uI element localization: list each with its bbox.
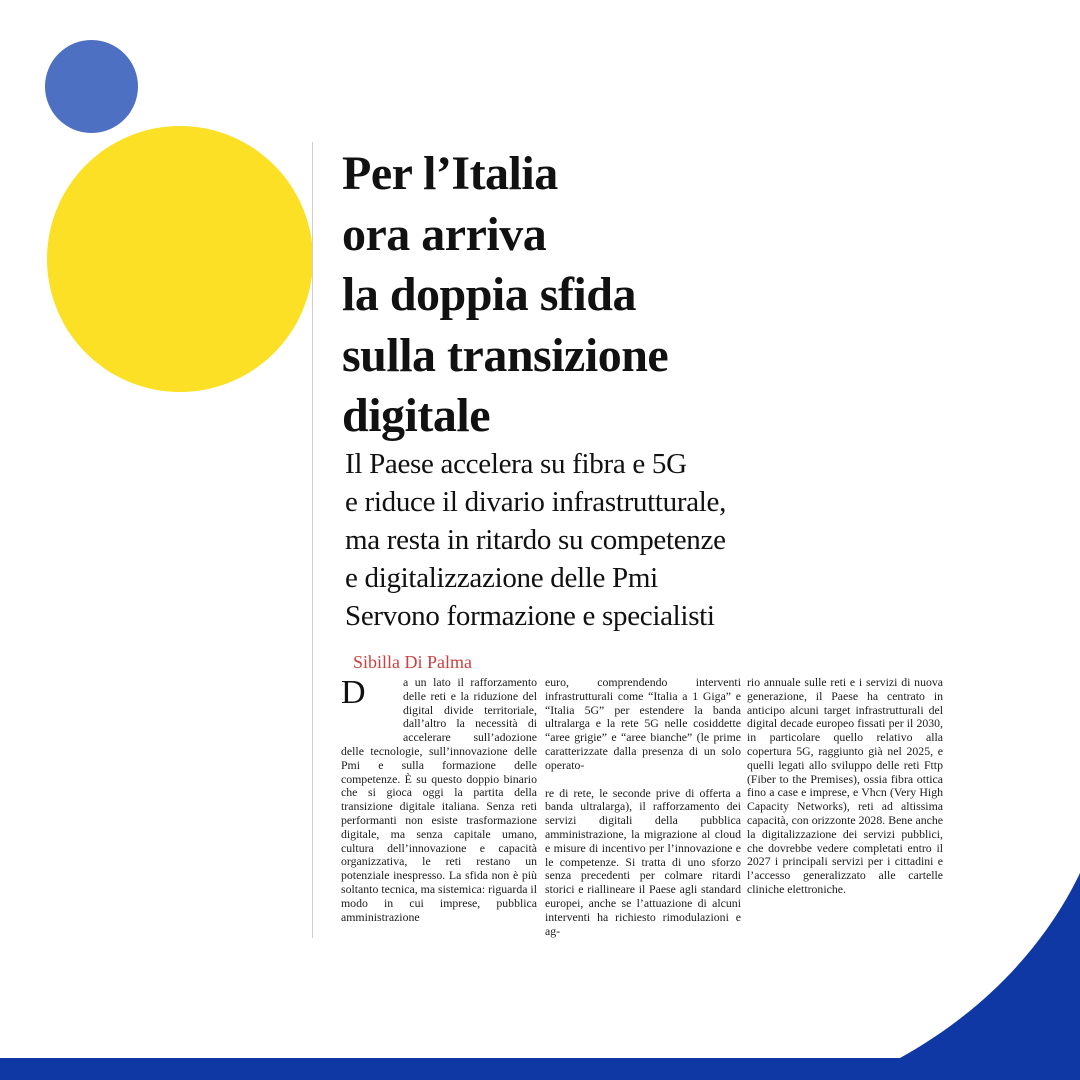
headline-line: sulla transizione — [342, 328, 669, 382]
headline-line: digitale — [342, 389, 490, 442]
subhead-line: e riduce il divario infrastrutturale, — [345, 486, 727, 518]
article-subhead — [345, 445, 726, 635]
subhead-line: Servono formazione e specialisti — [345, 600, 715, 632]
subhead-line: e digitalizzazione delle Pmi — [345, 562, 658, 594]
article-column-1 — [341, 676, 537, 924]
author-byline: Sibilla Di Palma — [353, 652, 472, 672]
column-text: a un lato il rafforzamento delle reti e la riduzione del digital divide territoriale, dall’altro la necessità di accelerare sull’adozione delle tecnologie, sull’innovazione delle Pmi e sulla formazione delle competenze. È su questo doppio binario che si gioca oggi la partita della transizione digitale italiana. Senza reti performanti non esiste trasformazione digitale, ma senza capitale umano, cultura dell’innovazione e capacità organizzativa, le reti restano un potenziale inespresso. La sfida non è più soltanto tecnica, ma sistemica: riguarda il modo in cui imprese, pubblica amministrazione — [341, 675, 537, 924]
article-headline — [342, 144, 668, 447]
column-text: euro, comprendendo interventi infrastrutturali come “Italia a 1 Giga” e “Italia 5G” per estendere la banda ultralarga e la rete 5G nelle cosiddette “aree grigie” e “aree bianche” (le prime caratterizzate dalla presenza di un solo operato- — [545, 675, 741, 772]
headline-line: la doppia sfida — [342, 268, 636, 321]
article-column-2 — [545, 676, 741, 938]
decorative-blue-band — [0, 1058, 1080, 1080]
drop-cap: D — [341, 674, 366, 711]
headline-line: Per l’Italia — [342, 147, 558, 200]
subhead-line: Il Paese accelera su fibra e 5G — [345, 448, 687, 480]
newspaper-clipping — [312, 142, 947, 938]
headline-line: ora arriva — [342, 207, 547, 261]
subhead-line: ma resta in ritardo su competenze — [345, 524, 726, 556]
column-text: re di rete, le seconde prive di offerta a banda ultralarga), il rafforzamento dei servizi digitali della pubblica amministrazione, la migrazione al cloud e misure di incentivo per l’innovazione e le competenze. Si tratta di uno sforzo senza precedenti per colmare ritardi storici e riallineare il Paese agli standard europei, anche se l’attuazione di alcuni interventi ha richiesto rimodulazioni e ag- — [545, 785, 741, 938]
column-text: rio annuale sulle reti e i servizi di nuova generazione, il Paese ha centrato in anticipo alcuni target infrastrutturali del digital decade europeo fissati per il 2030, in particolare quello relativo alla copertura 5G, raggiunto già nel 2025, e quelli legati allo sviluppo delle reti Fttp (Fiber to the Premises), ossia fibra ottica fino a case e imprese, e Vhcn (Very High Capacity Networks), reti ad altissima capacità, con orizzonte 2028. Bene anche la digitalizzazione dei servizi pubblici, che dovrebbe vedere completati entro il 2027 i principali servizi per i cittadini e l’accesso generalizzato alle cartelle cliniche elettroniche. — [747, 675, 943, 896]
article-column-3 — [747, 676, 943, 897]
